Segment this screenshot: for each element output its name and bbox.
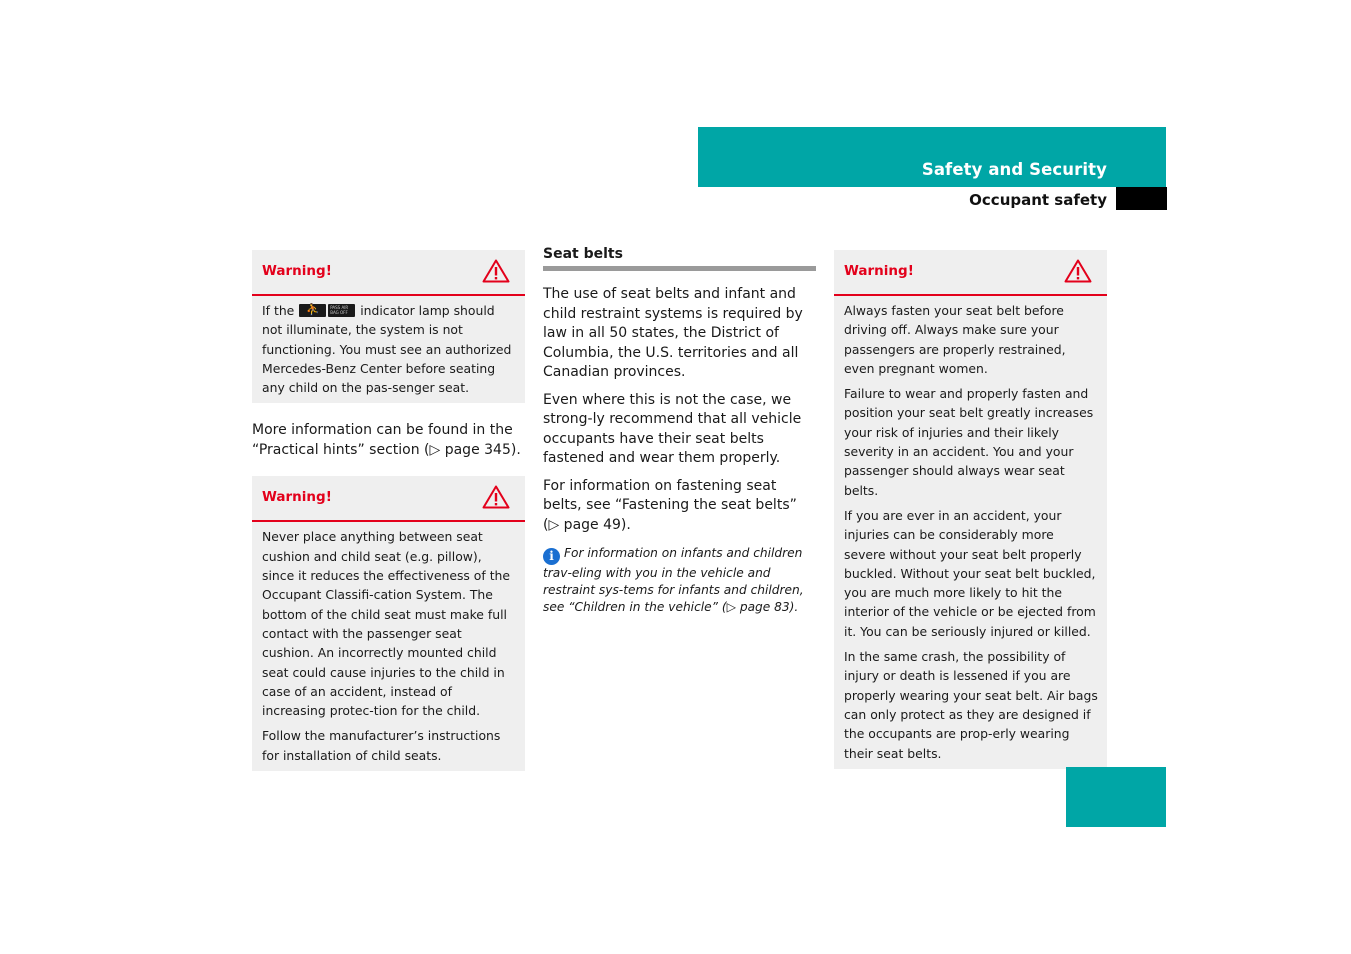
page-number: 77 [1269,772,1291,790]
warning-body [252,522,525,771]
warning-paragraph: Failure to wear and properly fasten and position your seat belt greatly increases your risk of injuries and their likely severity in an accident. You and your passenger should always wear seat belts. [844,386,1094,498]
warning-paragraph: Follow the manufacturer’s instructions for installation of child seats. [262,728,501,763]
warning-text-before: If the [262,303,295,318]
page-number-box [1066,767,1166,827]
body-paragraph: Even where this is not the case, we strong-ly recommend that all vehicle occupants have their seat belts fastened and wear them properly. [543,391,802,466]
section-title: Safety and Security [921,160,1107,179]
warning-title: Warning! [844,263,914,279]
warning-header [834,250,1107,296]
warning-header [252,250,525,296]
warning-box-child-seat [252,476,525,771]
child-seat-indicator-icon: ⛹ [299,304,326,317]
warning-paragraph: Never place anything between seat cushion and child seat (e.g. pillow), since it reduces the effectiveness of the Occupant Classifi-cation System. The bottom of the child seat must make full contact with the passenger seat cushion. An incorrectly mounted child seat could cause injuries to the child in case of an accident, instead of increasing protec-tion for the child. [262,529,511,719]
passenger-airbag-off-icon: PASS AIR BAG OFF [328,304,355,317]
left-column [252,250,525,771]
right-column [834,250,1107,769]
warning-box-indicator-lamp [252,250,525,403]
body-paragraph: The use of seat belts and infant and child restraint systems is required by law in all 50 states, the District of Columbia, the U.S. territories and all Canadian provinces. [543,286,803,380]
warning-paragraph: If you are ever in an accident, your injuries can be considerably more severe without your seat belt properly buckled. Without your seat belt buckled, you are much more likely to hit the interior of the vehicle or be ejected from it. You can be seriously injured or killed. [844,507,1096,639]
warning-text-after: indicator lamp should not illuminate, the system is not functioning. You must see an authorized Mercedes-Benz Center before seating any child on the pas-senger seat. [262,303,512,396]
header-tab-marker [1116,187,1167,210]
subsection-title: Occupant safety [969,191,1107,209]
info-icon: i [543,548,560,565]
info-note-text: For information on infants and children trav-eling with you in the vehicle and restraint sys-tems for infants and children, see “Children in the vehicle” (▷ page 83). [543,546,804,614]
warning-box-seat-belts [834,250,1107,769]
section-heading: Seat belts [543,245,816,271]
middle-column [543,245,816,616]
warning-body [252,296,525,403]
warning-header [252,476,525,522]
warning-title: Warning! [262,263,332,279]
more-info-text: More information can be found in the “Practical hints” section (▷ page 345). [252,422,521,458]
warning-triangle-icon [482,259,510,283]
warning-paragraph: In the same crash, the possibility of injury or death is lessened if you are properly wearing your seat belt. Air bags can only protect as they are designed if the occupants are prop-erly wearing their seat belts. [844,649,1098,761]
body-paragraph: For information on fastening seat belts, see “Fastening the seat belts” (▷ page 49). [543,477,797,533]
warning-triangle-icon [1064,259,1092,283]
warning-body [834,296,1107,769]
warning-paragraph: Always fasten your seat belt before driving off. Always make sure your passengers are properly restrained, even pregnant women. [844,303,1066,376]
warning-title: Warning! [262,489,332,506]
info-note [543,545,816,616]
warning-triangle-icon [482,485,510,509]
